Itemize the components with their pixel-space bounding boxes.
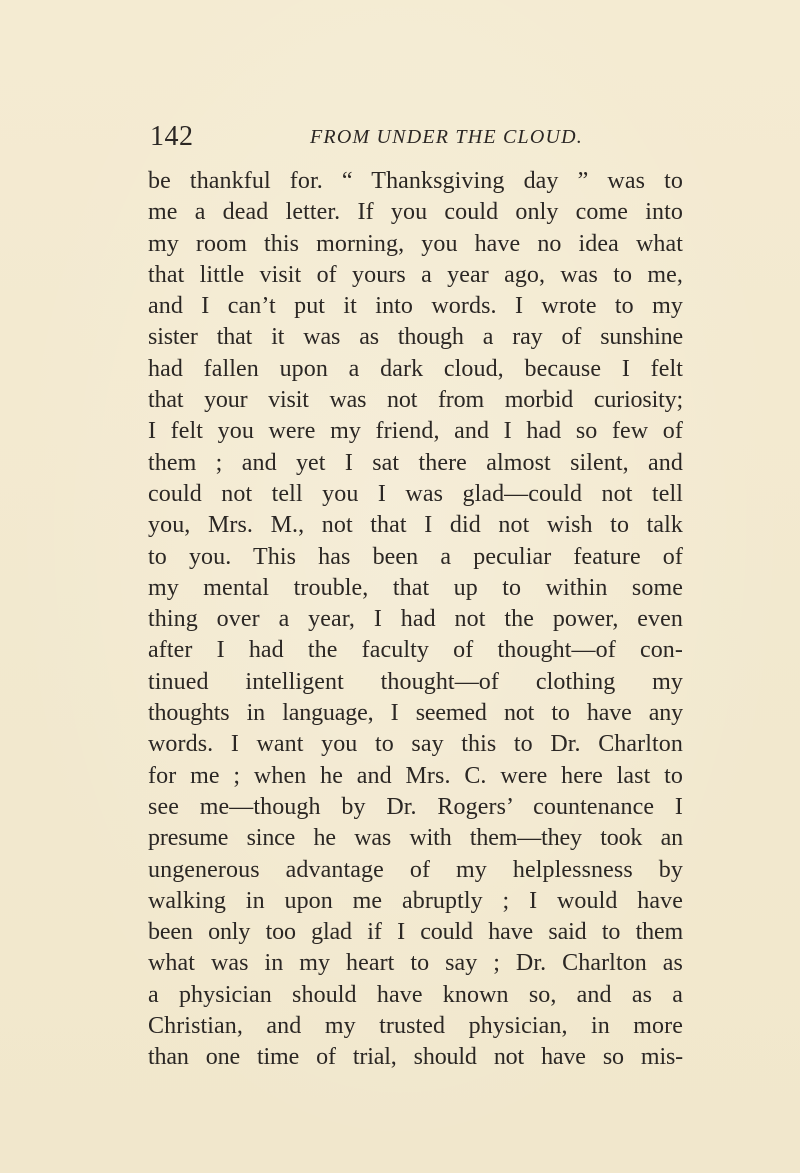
- text-line: what was in my heart to say ; Dr. Charlton as: [148, 950, 683, 977]
- text-line: thoughts in language, I seemed not to have any: [148, 700, 683, 727]
- text-line: my mental trouble, that up to within some: [148, 574, 683, 601]
- text-line: ungenerous advantage of my helplessness by: [148, 856, 683, 883]
- text-line: me a dead letter. If you could only come into: [148, 199, 683, 226]
- text-line: could not tell you I was glad—could not tell: [148, 480, 683, 507]
- text-line: that your visit was not from morbid curiosity;: [148, 387, 683, 414]
- body-text: [148, 166, 683, 1074]
- text-line: presume since he was with them—they took an: [148, 825, 683, 852]
- text-line: to you. This has been a peculiar feature of: [148, 543, 683, 570]
- text-line: and I can’t put it into words. I wrote to my: [148, 293, 683, 320]
- text-line: than one time of trial, should not have so mis-: [148, 1044, 683, 1071]
- text-line: had fallen upon a dark cloud, because I felt: [148, 355, 683, 382]
- page-header: [150, 120, 670, 156]
- text-line: my room this morning, you have no idea what: [148, 230, 683, 257]
- text-line: I felt you were my friend, and I had so few of: [148, 418, 683, 445]
- text-line: words. I want you to say this to Dr. Charlton: [148, 731, 683, 758]
- text-line: be thankful for. “ Thanksgiving day ” was to: [148, 168, 683, 194]
- page-number: 142: [150, 121, 194, 152]
- text-line: for me ; when he and Mrs. C. were here last to: [148, 762, 683, 789]
- text-line: see me—though by Dr. Rogers’ countenance I: [148, 793, 683, 820]
- running-title: FROM UNDER THE CLOUD.: [310, 126, 583, 148]
- text-line: been only too glad if I could have said to them: [148, 919, 683, 946]
- text-line: a physician should have known so, and as a: [148, 981, 683, 1008]
- text-line: that little visit of yours a year ago, was to me,: [148, 261, 683, 288]
- text-line: you, Mrs. M., not that I did not wish to talk: [148, 512, 683, 539]
- text-line: thing over a year, I had not the power, even: [148, 606, 683, 633]
- text-line: sister that it was as though a ray of sunshine: [148, 324, 683, 351]
- text-line: Christian, and my trusted physician, in more: [148, 1013, 683, 1040]
- text-line: tinued intelligent thought—of clothing my: [148, 668, 683, 695]
- text-line: after I had the faculty of thought—of con-: [148, 637, 683, 664]
- text-line: walking in upon me abruptly ; I would have: [148, 887, 683, 914]
- text-line: them ; and yet I sat there almost silent, and: [148, 449, 683, 476]
